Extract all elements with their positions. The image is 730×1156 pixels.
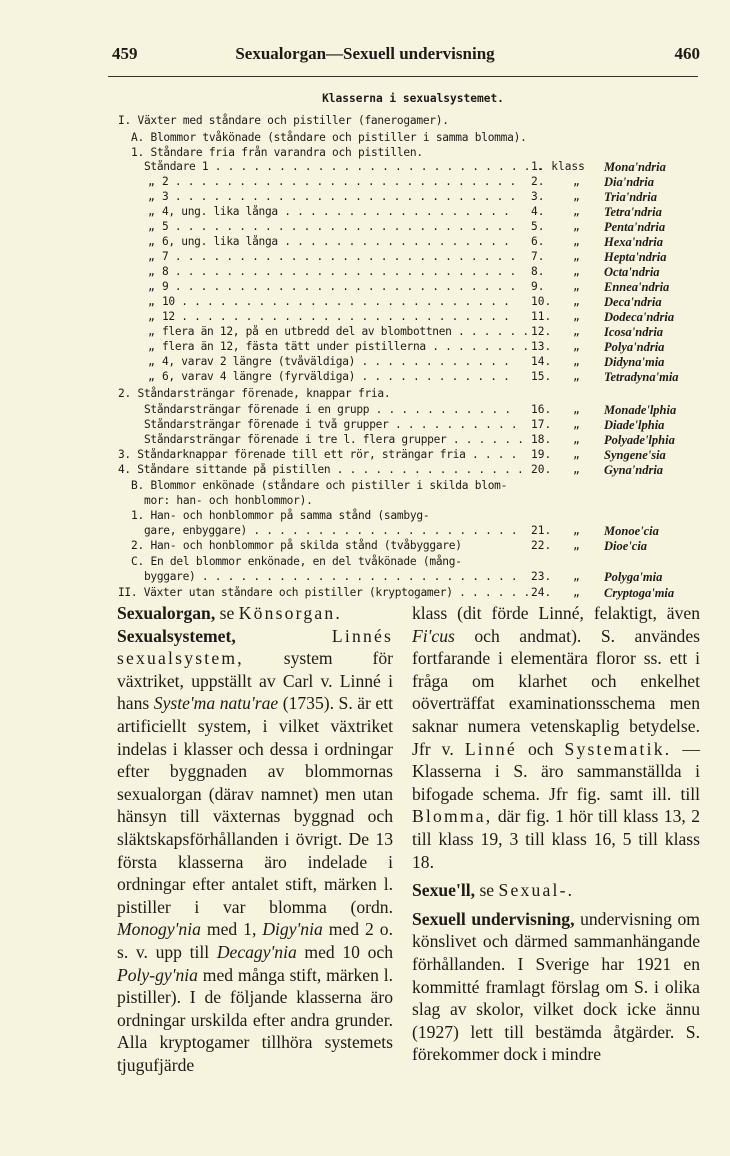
cross-reference-link[interactable]: Könsorgan. bbox=[238, 603, 342, 623]
page-number-left: 459 bbox=[112, 44, 138, 63]
row-label: 10 . . . bbox=[162, 295, 518, 308]
entry-headword: Sexuell undervisning, bbox=[412, 908, 575, 929]
row-label: 7 . . . bbox=[162, 250, 518, 263]
row-class-number: 22. bbox=[531, 539, 552, 552]
row-class-name: Dodeca'ndria bbox=[604, 310, 675, 324]
entry-headword: Sexualsystemet, bbox=[117, 625, 236, 646]
table-subsection-b2: 2. Ståndarsträngar förenade, knappar fria. bbox=[118, 387, 391, 400]
cross-reference-link[interactable]: Sexual-. bbox=[498, 880, 575, 901]
row-label: Ståndarsträngar förenade i tre l. flera grupper . . . bbox=[118, 433, 528, 446]
row-class-number: 5. bbox=[531, 220, 545, 233]
row-class-number: 17. bbox=[531, 418, 552, 431]
row-class-name: Penta'ndria bbox=[604, 220, 666, 234]
body-column-left bbox=[117, 602, 393, 1076]
row-class-name: Mona'ndria bbox=[604, 160, 666, 174]
cross-reference-link[interactable]: Blomma, bbox=[412, 806, 493, 827]
row-class-name: Hepta'ndria bbox=[604, 250, 667, 264]
entry-headword: Sexue'll, bbox=[412, 880, 476, 901]
row-label: 3. Ståndarknappar förenade till ett rör, strängar fria . . . bbox=[118, 448, 522, 461]
row-label: gare, enbyggare) . . . bbox=[118, 524, 524, 537]
row-class-number: 6. bbox=[531, 235, 545, 248]
row-label: 5 . . . bbox=[162, 220, 518, 233]
row-label: 9 . . . bbox=[162, 280, 518, 293]
running-header-title: Sexualorgan—Sexuell undervisning bbox=[235, 44, 495, 63]
row-class-name: Monoe'cia bbox=[604, 524, 659, 538]
row-class-number: 8. bbox=[531, 265, 545, 278]
row-label: flera än 12, på en utbredd del av blombottnen . . . bbox=[162, 325, 528, 338]
table-section-b-cont: mor: han- och honblommor). bbox=[144, 494, 313, 507]
row-class-name: Tetradyna'mia bbox=[604, 370, 679, 384]
row-class-name: Cryptoga'mia bbox=[604, 586, 675, 600]
row-class-number: 16. bbox=[531, 403, 552, 416]
page-number-right: 460 bbox=[674, 44, 700, 63]
row-label: 12 . . . bbox=[162, 310, 518, 323]
page: 459 Sexualorgan—Sexuell undervisning 460 Klasserna i sexualsystemet. I. Växter med ståndare och pistiller (fanerogamer). A. Blommor tvåkönade (ståndare och pistiller i samma blomma). 1. Ståndare fria från varandra och pistillen. Ståndare 1 . . . 1. klass Mona'ndria „ 2 . . . 2. „ Dia'ndria „ 3 . . . 3. „ Tria'ndria „ 4, ung. lika långa . . . 4. „ Tetra'ndria „ 5 . . . 5. „ Penta'ndria „ 6, ung. lika långa . . . 6. „ Hexa'ndria „ 7 . . . 7. „ Hepta'ndria „ 8 . . . 8. „ Octa'ndria „ 9 . . . 9. „ Ennea'ndria „ 10 . . . 10. „ Deca'ndria „ 12 . . . 11. „ Dodeca'ndria „ flera än 12, på en utbredd del av blombottnen . . . 12. „ Icosa'ndria „ flera än 12, fästa tätt under pistillerna . . . 13. „ Polya'ndria „ 4, varav 2 längre (tvåväldiga) . . . 14. „ Didyna'mia „ 6, varav 4 längre (fyrväldiga) . . . 15. „ Tetradyna'mia 2. Ståndarsträngar förenade, knappar fria. Ståndarsträngar förenade i en grupp . . . 16. „ Monade'lphia Ståndarsträngar förenade i två grupper . . . 17. „ Diade'lphia Ståndarsträngar förenade i tre l. flera grupper . . . 18. „ Polyade'lphia 3. Ståndarknappar förenade till ett rör, strängar fria . . . 19. „ Syngene'sia 4. Ståndare sittande på pistillen . . . 20. „ Gyna'ndria B. Blommor enkönade (ståndare och pistiller i skilda blom- mor: han- och honblommor). 1. Han- och honblommor på samma stånd (sambyg- gare, enbyggare) . . . 21. „ Monoe'cia 2. Han- och honblommor på skilda stånd (tvåbyggare) 22. „ Dioe'cia C. En del blommor enkönade, en del tvåkönade (mång- byggare) . . . 23. „ Polyga'mia II. Växter utan ståndare och pistiller (kryptogamer) . . . 24. „ Cryptoga'mia Sexualorgan, se Könsorgan. Sexualsystemet, Linnés sexualsystem, system för växtriket, uppställt av Carl v. Linné i hans Syste'ma natu'rae (1735). S. är ett artificiellt system, i vilket växtriket indelas i klasser och dessa i ordningar efter byggnaden av blommornas sexualorgan (därav namnet) men utan hänsyn till växternas byggnad och släktskapsförhållanden i övrigt. De 13 första klasserna äro indelade i ordningar efter antalet stift, märken l. pistiller i var blomma (ordn. Monogy'nia med 1, Digy'nia med 2 o. s. v. upp till Decagy'nia med 10 och Poly-gy'nia med många stift, märken l. pistiller). I de följande klasserna äro ordningar urskilda efter andra grunder. Alla kryptogamer tillhöra systemets tjugufjärde klass (dit förde Linné, felaktigt, även Fi'cus och andmat). S. användes fortfarande i elementära floror ss. ett i fråga om klarhet och enkelhet oöverträffat examinationsschema men saknar numera vetenskaplig betydelse. Jfr v. Linné och Systematik. — Klasserna i S. äro sammanställda i bifogade schema. Jfr fig. samt ill. till Blomma, där fig. 1 hör till klass 13, 2 till klass 19, 3 till klass 16, 5 till klass 18. Sexue'll, se Sexual-. Sexuell undervisning, undervisning om könslivet och därmed sammanhängande förhållanden. I Sverige har 1921 en kommitté framlagt förslag om S. i olika slag av skolor, vilket dock icke ännu (1927) lett till bestämda åtgärder. S. förekommer dock i mindre bbox=[0, 0, 730, 1156]
table-subsection-b1: 1. Han- och honblommor på samma stånd (sambyg- bbox=[131, 509, 430, 522]
row-class-name: Polyade'lphia bbox=[604, 433, 675, 447]
entry-sexualsystemet-cont: klass (dit förde Linné, felaktigt, även Fi'cus och andmat). S. användes fortfarande i elementära floror ss. ett i fråga om klarhet och enkelhet oöverträffat examinationsschema men saknar numera vetenskaplig betydelse. Jfr v. Linné och Systematik. — Klasserna i S. äro sammanställda i bifogade schema. Jfr fig. samt ill. till Blomma, där fig. 1 hör till klass 13, 2 till klass 19, 3 till klass 16, 5 till klass 18. bbox=[412, 603, 700, 872]
cross-reference-link[interactable]: Linné bbox=[464, 738, 517, 759]
row-class-number: 24. bbox=[531, 586, 552, 599]
row-class-number: 15. bbox=[531, 370, 552, 383]
row-class-name: Dioe'cia bbox=[604, 539, 648, 553]
row-class-name: Gyna'ndria bbox=[604, 463, 664, 477]
entry-sexualsystemet: Sexualsystemet, Linnés sexualsystem, system för växtriket, uppställt av Carl v. Linné i hans Syste'ma natu'rae (1735). S. är ett artificiellt system, i vilket växtriket indelas i klasser och dessa i ordningar efter byggnaden av blommornas sexualorgan (därav namnet) men utan hänsyn till växternas byggnad och släktskapsförhållanden i övrigt. De 13 första klasserna äro indelade i ordningar efter antalet stift, märken l. pistiller i var blomma (ordn. Monogy'nia med 1, Digy'nia med 2 o. s. v. upp till Decagy'nia med 10 och Poly-gy'nia med många stift, märken l. pistiller). I de följande klasserna äro ordningar urskilda efter andra grunder. Alla kryptogamer tillhöra systemets tjugufjärde bbox=[117, 625, 394, 1075]
row-label: byggare) . . . bbox=[118, 570, 524, 583]
row-class-number: 2. bbox=[531, 175, 545, 188]
entry-sexualorgan: Sexualorgan, se Könsorgan. bbox=[117, 603, 342, 623]
row-class-number: 23. bbox=[531, 570, 552, 583]
row-label: 3 . . . bbox=[162, 190, 518, 203]
body-column-right bbox=[412, 602, 700, 1066]
entry-headword: Sexualorgan, bbox=[117, 603, 216, 623]
row-class-number: 9. bbox=[531, 280, 545, 293]
row-class-number: 4. bbox=[531, 205, 545, 218]
row-class-number: 1. klass bbox=[531, 160, 585, 173]
row-class-number: 14. bbox=[531, 355, 552, 368]
row-class-number: 21. bbox=[531, 524, 552, 537]
row-class-name: Octa'ndria bbox=[604, 265, 660, 279]
row-class-name: Monade'lphia bbox=[604, 403, 677, 417]
table-caption: Klasserna i sexualsystemet. bbox=[322, 92, 504, 105]
row-label: Ståndarsträngar förenade i två grupper . . . bbox=[118, 418, 518, 431]
table-section-b: B. Blommor enkönade (ståndare och pistiller i skilda blom- bbox=[131, 479, 508, 492]
row-label: 4. Ståndare sittande på pistillen . . . bbox=[118, 463, 522, 476]
row-class-name: Deca'ndria bbox=[604, 295, 662, 309]
row-label: 2. Han- och honblommor på skilda stånd (tvåbyggare) bbox=[131, 539, 462, 552]
cross-reference-link[interactable]: Systematik. bbox=[564, 738, 672, 759]
row-class-name: Diade'lphia bbox=[604, 418, 665, 432]
row-class-name: Didyna'mia bbox=[604, 355, 665, 369]
row-class-name: Tria'ndria bbox=[604, 190, 658, 204]
row-class-number: 13. bbox=[531, 340, 552, 353]
table-section-c: C. En del blommor enkönade, en del tvåkönade (mång- bbox=[131, 555, 462, 568]
row-class-name: Hexa'ndria bbox=[604, 235, 664, 249]
row-class-number: 11. bbox=[531, 310, 552, 323]
table-section-a: A. Blommor tvåkönade (ståndare och pistiller i samma blomma). bbox=[131, 131, 527, 144]
row-label: 2 . . . bbox=[162, 175, 518, 188]
row-class-number: 20. bbox=[531, 463, 552, 476]
row-label: 4, varav 2 längre (tvåväldiga) . . . bbox=[162, 355, 518, 368]
row-class-number: 7. bbox=[531, 250, 545, 263]
entry-sexuell: Sexue'll, se Sexual-. bbox=[412, 880, 575, 901]
row-class-name: Ennea'ndria bbox=[604, 280, 670, 294]
row-class-name: Dia'ndria bbox=[604, 175, 655, 189]
row-label: II. Växter utan ståndare och pistiller (kryptogamer) . . . bbox=[118, 586, 528, 599]
row-label: 8 . . . bbox=[162, 265, 518, 278]
row-class-name: Polya'ndria bbox=[604, 340, 665, 354]
entry-sexuell-undervisning: Sexuell undervisning, undervisning om könslivet och därmed sammanhängande förhållanden. I Sverige har 1921 en kommitté framlagt förslag om S. i olika slag av skolor, vilket dock icke ännu (1927) lett till bestämda åtgärder. S. förekommer dock i mindre bbox=[412, 908, 700, 1065]
row-class-number: 18. bbox=[531, 433, 552, 446]
row-label: flera än 12, fästa tätt under pistillerna . . . bbox=[162, 340, 528, 353]
row-label: Ståndarsträngar förenade i en grupp . . . bbox=[118, 403, 518, 416]
row-label: Ståndare 1 . . . bbox=[118, 160, 544, 173]
row-label: 4, ung. lika långa . . . bbox=[162, 205, 518, 218]
row-class-number: 12. bbox=[531, 325, 552, 338]
header-rule bbox=[108, 76, 698, 77]
row-label: 6, ung. lika långa . . . bbox=[162, 235, 518, 248]
table-section-i: I. Växter med ståndare och pistiller (fanerogamer). bbox=[118, 114, 449, 127]
row-class-number: 10. bbox=[531, 295, 552, 308]
row-class-name: Polyga'mia bbox=[604, 570, 663, 584]
row-class-name: Tetra'ndria bbox=[604, 205, 662, 219]
row-class-name: Syngene'sia bbox=[604, 448, 666, 462]
row-class-number: 3. bbox=[531, 190, 545, 203]
row-label: 6, varav 4 längre (fyrväldiga) . . . bbox=[162, 370, 518, 383]
row-class-number: 19. bbox=[531, 448, 552, 461]
table-subsection-a1: 1. Ståndare fria från varandra och pistillen. bbox=[131, 146, 423, 159]
table-row: 2. Han- och honblommor på skilda stånd (tvåbyggare) 22. „ Dioe'cia bbox=[118, 539, 462, 552]
row-class-name: Icosa'ndria bbox=[604, 325, 664, 339]
